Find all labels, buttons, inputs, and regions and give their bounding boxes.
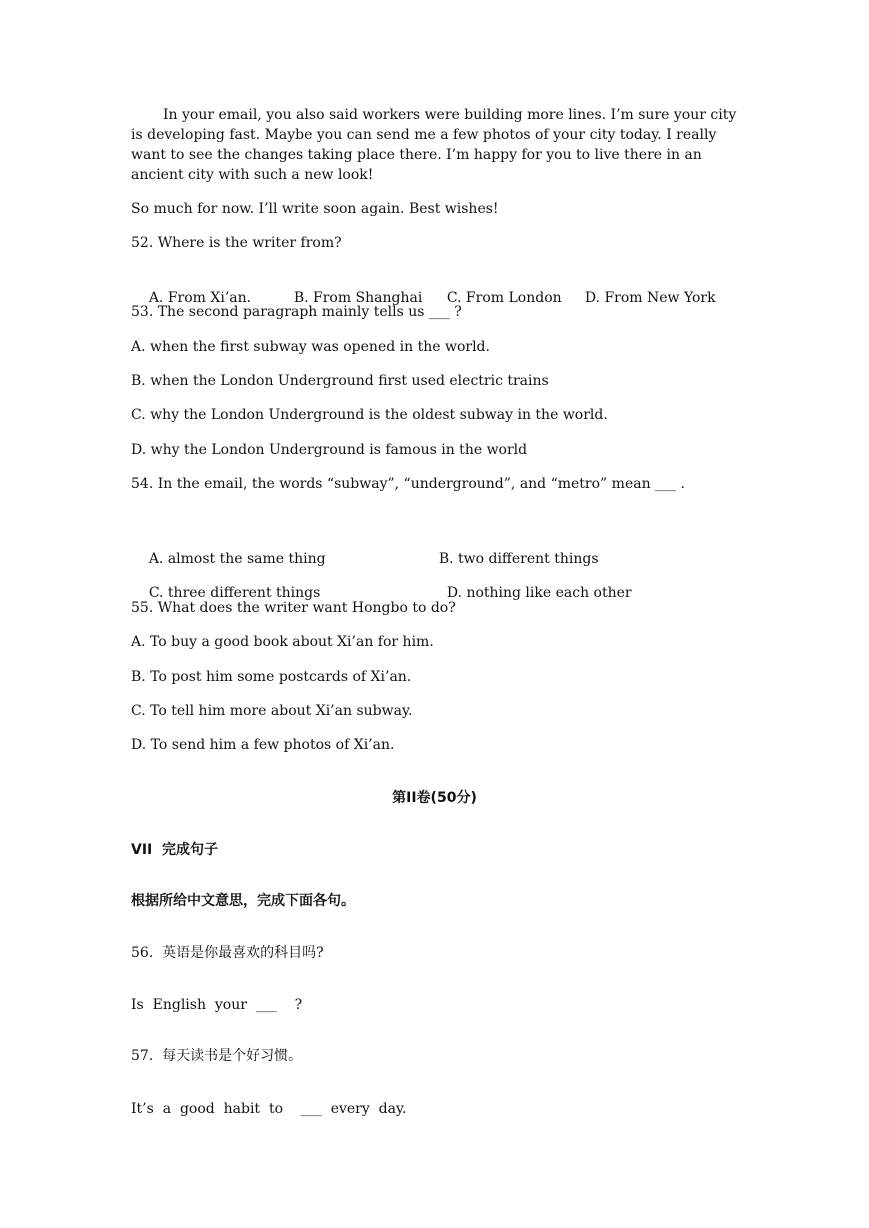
question-54-option-a: A. almost the same thing bbox=[148, 551, 326, 567]
question-55-option-d: D. To send him a few photos of Xi’an. bbox=[131, 737, 395, 753]
question-55-option-a: A. To buy a good book about Xi’an for him. bbox=[131, 634, 434, 650]
question-52-stem: 52. Where is the writer from? bbox=[131, 235, 342, 251]
passage-closing: So much for now. I’ll write soon again. Best wishes! bbox=[131, 201, 499, 217]
question-55-option-b: B. To post him some postcards of Xi’an. bbox=[131, 669, 412, 685]
question-53-option-a: A. when the first subway was opened in the world. bbox=[131, 339, 490, 355]
question-57-chinese: 57. 每天读书是个好习惯。 bbox=[131, 1048, 303, 1064]
question-54-option-b: B. two different things bbox=[438, 551, 599, 567]
question-54-option-d: D. nothing like each other bbox=[446, 585, 632, 601]
question-56-english: Is English your ___ ? bbox=[131, 997, 303, 1013]
question-53-option-b: B. when the London Underground first used electric trains bbox=[131, 373, 549, 389]
question-54-stem: 54. In the email, the words “subway”, “underground”, and “metro” mean ___ . bbox=[131, 476, 685, 492]
question-53-option-c: C. why the London Underground is the oldest subway in the world. bbox=[131, 407, 608, 423]
part-7-heading: VII 完成句子 bbox=[131, 842, 219, 858]
question-52-option-d: D. From New York bbox=[584, 290, 716, 306]
question-52-option-c: C. From London bbox=[446, 290, 562, 306]
question-54-option-c: C. three different things bbox=[148, 585, 321, 601]
question-57-english: It’s a good habit to ___ every day. bbox=[131, 1101, 407, 1117]
question-52-option-b: B. From Shanghai bbox=[293, 290, 423, 306]
question-53-stem: 53. The second paragraph mainly tells us ___ ? bbox=[131, 304, 462, 320]
question-53-option-d: D. why the London Underground is famous in the world bbox=[131, 442, 528, 458]
part-7-instruction: 根据所给中文意思，完成下面各句。 bbox=[131, 893, 355, 909]
question-56-chinese: 56. 英语是你最喜欢的科目吗? bbox=[131, 945, 324, 961]
section-2-title: 第II卷(50分) bbox=[392, 790, 477, 806]
question-52-option-a: A. From Xi’an. bbox=[148, 290, 252, 306]
question-55-stem: 55. What does the writer want Hongbo to do? bbox=[131, 600, 456, 616]
question-55-option-c: C. To tell him more about Xi’an subway. bbox=[131, 703, 413, 719]
passage-paragraph: In your email, you also said workers were building more lines. I’m sure your city is developing fast. Maybe you can send me a few photos of your city today. I really want to see the changes taking place there. I’m happy for you to live there in an ancient city with such a new look! bbox=[131, 107, 737, 183]
